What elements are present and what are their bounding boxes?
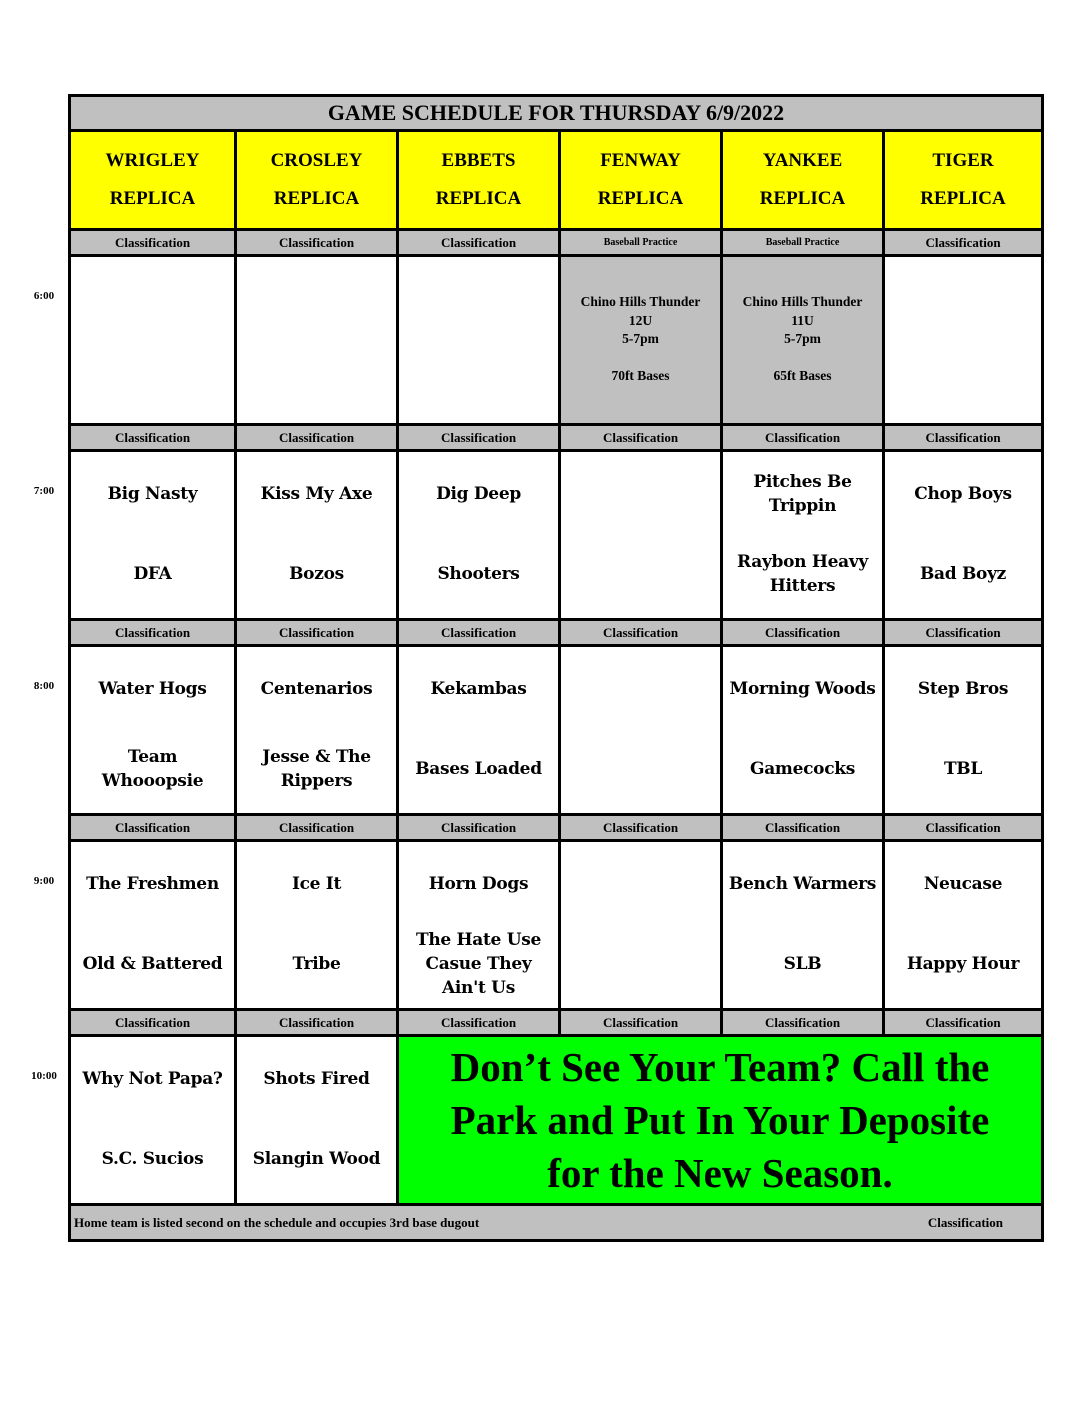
game-slot	[561, 647, 720, 813]
field-name: YANKEE	[762, 150, 843, 171]
classification-label	[885, 621, 1041, 644]
game-slot	[399, 257, 558, 423]
field-name: CROSLEY	[270, 150, 363, 171]
classification-label	[885, 231, 1041, 254]
classification-label	[561, 816, 720, 839]
practice-team: Chino Hills Thunder	[742, 294, 863, 309]
practice-age: 12U	[628, 312, 653, 328]
classification-label	[71, 816, 234, 839]
classification-text: Classification	[602, 429, 679, 445]
away-team: Morning Woods	[729, 679, 876, 699]
classification-text: Classification	[114, 624, 191, 640]
classification-text: Classification	[440, 429, 517, 445]
game-slot	[885, 257, 1041, 423]
classification-text: Classification	[440, 234, 517, 250]
home-team: The Hate Use Casue They Ain't Us	[415, 930, 542, 998]
classification-text: Classification	[114, 429, 191, 445]
game-slot	[237, 842, 396, 1008]
game-slot	[885, 842, 1041, 1008]
home-team: Shooters	[437, 564, 520, 584]
classification-text: Classification	[925, 624, 1001, 640]
classification-label	[399, 426, 558, 449]
game-slot	[237, 647, 396, 813]
game-slot	[237, 452, 396, 618]
practice-age: 11U	[791, 312, 814, 328]
game-slot	[399, 842, 558, 1008]
home-team	[561, 538, 720, 610]
practice-team: Chino Hills Thunder	[580, 294, 701, 309]
time-label: 8:00	[33, 680, 55, 692]
home-team: SLB	[783, 954, 822, 974]
classification-label	[561, 621, 720, 644]
practice-slot	[561, 257, 720, 423]
classification-label	[71, 426, 234, 449]
game-slot	[885, 647, 1041, 813]
field-subtitle: REPLICA	[109, 188, 196, 209]
game-slot	[71, 257, 234, 423]
classification-text: Classification	[602, 1014, 679, 1030]
classification-text: Classification	[764, 1014, 841, 1030]
classification-label	[561, 426, 720, 449]
field-subtitle: REPLICA	[920, 188, 1006, 209]
home-team	[399, 343, 558, 415]
field-subtitle: REPLICA	[759, 188, 846, 209]
game-slot	[237, 1037, 396, 1203]
classification-label	[237, 816, 396, 839]
home-team: Happy Hour	[906, 954, 1020, 974]
home-team: Slangin Wood	[252, 1149, 381, 1169]
home-team: Jesse & The Rippers	[262, 747, 371, 791]
home-team	[561, 928, 720, 1000]
game-slot	[71, 647, 234, 813]
home-team: Tribe	[292, 954, 341, 974]
away-team	[237, 275, 396, 323]
page-title	[71, 97, 1041, 129]
home-team: Bozos	[289, 564, 344, 584]
field-subtitle: REPLICA	[597, 188, 684, 209]
classification-text: Classification	[278, 1014, 355, 1030]
classification-text: Baseball Practice	[765, 237, 840, 248]
away-team: Neucase	[923, 874, 1003, 894]
classification-text: Classification	[764, 429, 841, 445]
game-slot	[561, 842, 720, 1008]
away-team: Why Not Papa?	[82, 1069, 223, 1089]
classification-label	[71, 1011, 234, 1034]
classification-label	[885, 1011, 1041, 1034]
practice-bases: 65ft Bases	[773, 367, 832, 383]
footer-bar	[71, 1206, 1041, 1239]
away-team: The Freshmen	[86, 874, 219, 894]
classification-text: Classification	[278, 234, 355, 250]
away-team: Kekambas	[430, 679, 527, 699]
away-team: Centenarios	[260, 679, 373, 699]
home-team	[885, 343, 1041, 415]
promo-line: Park and Put In Your Deposite	[450, 1096, 990, 1143]
classification-text: Classification	[278, 819, 355, 835]
game-slot	[723, 842, 882, 1008]
classification-text: Classification	[440, 819, 517, 835]
classification-text: Classification	[114, 234, 191, 250]
classification-label	[561, 231, 720, 254]
classification-text: Classification	[925, 819, 1001, 835]
away-team	[885, 275, 1041, 323]
game-slot	[237, 257, 396, 423]
field-header	[885, 132, 1041, 228]
footer-note: Home team is listed second on the schedule and occupies 3rd base dugout	[74, 1214, 480, 1230]
classification-label	[237, 621, 396, 644]
away-team	[561, 665, 720, 713]
time-label: 9:00	[33, 875, 55, 887]
classification-label	[723, 231, 882, 254]
away-team	[399, 275, 558, 323]
away-team: Horn Dogs	[428, 874, 529, 894]
away-team	[561, 860, 720, 908]
schedule-table	[68, 94, 1044, 1242]
classification-text: Classification	[440, 1014, 517, 1030]
away-team	[71, 275, 234, 323]
game-slot	[71, 1037, 234, 1203]
practice-info	[581, 293, 701, 385]
away-team	[561, 470, 720, 518]
classification-text: Classification	[278, 429, 355, 445]
home-team	[561, 733, 720, 805]
classification-label	[723, 1011, 882, 1034]
home-team: Old & Battered	[82, 954, 223, 974]
classification-label	[399, 816, 558, 839]
away-team: Dig Deep	[436, 484, 521, 504]
field-header	[237, 132, 396, 228]
promo-line: for the New Season.	[547, 1149, 893, 1196]
classification-text: Classification	[764, 624, 841, 640]
classification-label	[723, 426, 882, 449]
field-header	[561, 132, 720, 228]
away-team: Pitches Be Trippin	[753, 472, 852, 516]
time-label: 7:00	[33, 485, 55, 497]
away-team: Step Bros	[917, 679, 1009, 699]
game-slot	[723, 452, 882, 618]
classification-text: Classification	[114, 1014, 191, 1030]
classification-text: Baseball Practice	[603, 237, 678, 248]
practice-hours: 5-7pm	[784, 331, 821, 346]
away-team: Shots Fired	[263, 1069, 370, 1089]
home-team: S.C. Sucios	[101, 1149, 204, 1169]
classification-label	[399, 231, 558, 254]
practice-info	[743, 293, 863, 385]
home-team	[71, 343, 234, 415]
away-team: Chop Boys	[914, 484, 1012, 504]
classification-label	[885, 816, 1041, 839]
field-header	[71, 132, 234, 228]
field-name: WRIGLEY	[105, 150, 200, 171]
field-name: TIGER	[932, 150, 994, 171]
game-slot	[71, 842, 234, 1008]
classification-text: Classification	[602, 819, 679, 835]
classification-text: Classification	[925, 429, 1001, 445]
home-team: Gamecocks	[749, 759, 856, 779]
home-team	[237, 343, 396, 415]
field-subtitle: REPLICA	[273, 188, 360, 209]
away-team: Water Hogs	[98, 679, 207, 699]
classification-label	[399, 1011, 558, 1034]
classification-text: Classification	[925, 234, 1001, 250]
home-team: Team Whooopsie	[101, 747, 204, 791]
home-team: TBL	[943, 759, 983, 779]
promo-banner	[399, 1037, 1041, 1203]
classification-label	[237, 1011, 396, 1034]
field-subtitle: REPLICA	[435, 188, 522, 209]
classification-label	[723, 621, 882, 644]
classification-text: Classification	[278, 624, 355, 640]
time-label: 10:00	[31, 1070, 57, 1082]
away-team: Ice It	[291, 874, 342, 894]
classification-text: Classification	[925, 1014, 1001, 1030]
game-slot	[561, 452, 720, 618]
home-team: Bases Loaded	[415, 759, 542, 779]
practice-hours: 5-7pm	[622, 331, 659, 346]
field-header	[723, 132, 882, 228]
practice-bases: 70ft Bases	[611, 367, 670, 383]
away-team: Bench Warmers	[728, 874, 877, 894]
time-label: 6:00	[33, 290, 55, 302]
game-slot	[399, 452, 558, 618]
home-team: Raybon Heavy Hitters	[737, 552, 868, 596]
away-team: Kiss My Axe	[260, 484, 373, 504]
classification-label	[71, 621, 234, 644]
classification-text: Classification	[764, 819, 841, 835]
home-team: DFA	[133, 564, 172, 584]
classification-text: Classification	[602, 624, 679, 640]
game-slot	[885, 452, 1041, 618]
practice-slot	[723, 257, 882, 423]
game-slot	[71, 452, 234, 618]
game-slot	[723, 647, 882, 813]
field-name: EBBETS	[441, 150, 516, 171]
classification-label	[561, 1011, 720, 1034]
footer-classification: Classification	[927, 1214, 1003, 1230]
classification-label	[885, 426, 1041, 449]
classification-label	[71, 231, 234, 254]
classification-label	[237, 231, 396, 254]
classification-label	[399, 621, 558, 644]
classification-label	[723, 816, 882, 839]
classification-text: Classification	[114, 819, 191, 835]
away-team: Big Nasty	[107, 484, 198, 504]
field-header	[399, 132, 558, 228]
classification-text: Classification	[440, 624, 517, 640]
home-team: Bad Boyz	[919, 564, 1007, 584]
game-slot	[399, 647, 558, 813]
field-name: FENWAY	[600, 150, 681, 171]
title-text: GAME SCHEDULE FOR THURSDAY 6/9/2022	[327, 100, 785, 125]
promo-line: Don’t See Your Team? Call the	[450, 1043, 990, 1090]
classification-label	[237, 426, 396, 449]
